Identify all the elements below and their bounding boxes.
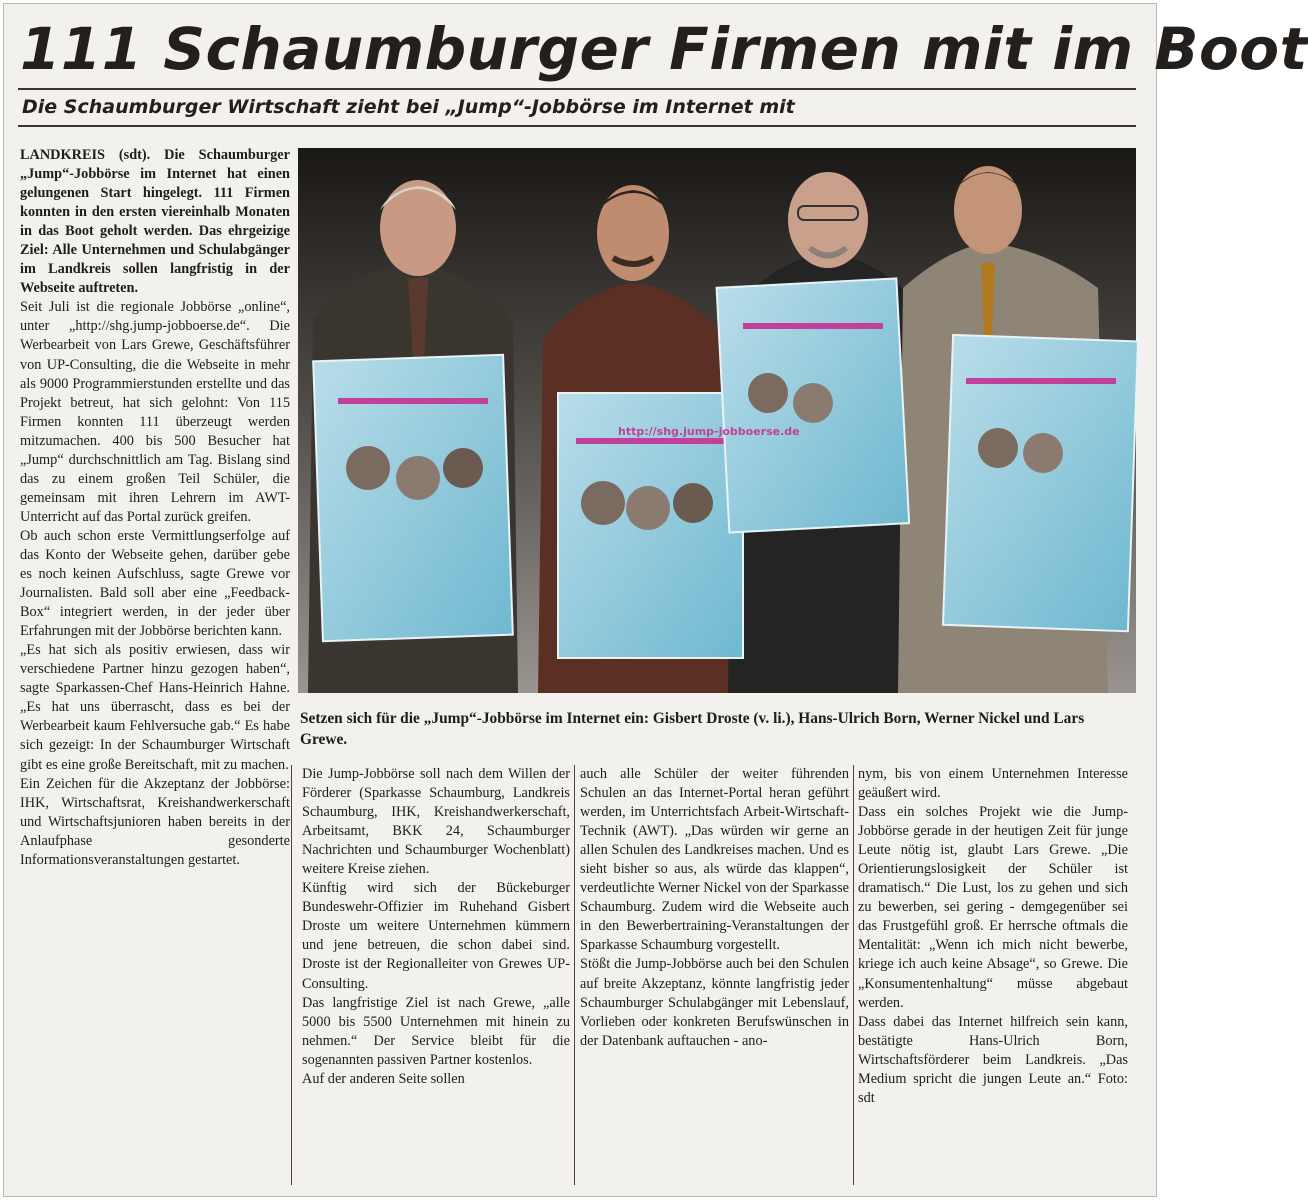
article-column-4 (858, 765, 1128, 1108)
lead-paragraph: LANDKREIS (sdt). Die Schaumburger „Jump“-Jobbörse im Internet hat einen gelungenen Start hingelegt. 111 Firmen konnten in den ersten viereinhalb Monaten in das Boot geholt werden. Das ehrgeizige Ziel: Alle Unternehmen und Schulabgänger im Landkreis sollen langfristig in der Webseite auftreten. (20, 147, 290, 297)
column-divider (574, 765, 575, 1185)
paragraph: Auf der anderen Seite sollen (302, 1070, 465, 1087)
column-divider (853, 765, 854, 1185)
subheadline: Die Schaumburger Wirtschaft zieht bei „Jump“-Jobbörse im Internet mit (22, 96, 795, 118)
paragraph: nym, bis von einem Unternehmen Interesse geäußert wird. (858, 766, 1128, 802)
subheadline-rule (18, 125, 1136, 127)
column-divider (291, 765, 292, 1185)
paragraph: Das langfristige Ziel ist nach Grewe, „alle 5000 bis 5500 Unternehmen mit hinein zu nehmen.“ Der Service bleibt für die sogenannten passiven Partner kostenlos. (302, 994, 570, 1068)
poster-1 (313, 355, 513, 641)
paragraph: Ob auch schon erste Vermittlungserfolge auf das Konto der Webseite gehen, darüber gebe es noch keinen Aufschluss, sagte Grewe vor Journalisten. Bald soll aber eine „Feedback-Box“ integriert werden, in der jeder über Erfahrungen mit der Jobbörse berichten kann. (20, 527, 290, 640)
poster-4 (943, 335, 1138, 631)
article-column-1 (20, 146, 290, 870)
paragraph: Seit Juli ist die regionale Jobbörse „online“, unter „http://shg.jump-jobboerse.de“. Die Werbearbeit von Lars Grewe, Geschäftsführer von UP-Consulting, die die Webseite in mehr als 9000 Programmierstunden erstellte und das Projekt betreut, hat sich gelohnt: Von 115 Firmen konnten 111 überzeugt werden mitzumachen. 400 bis 500 Besucher hat „Jump“ durchschnittlich am Tag. Bislang sind das zu einem großen Teil Schüler, die gemeinsam mit ihren Lehrern im AWT-Unterricht auf das Portal zurück greifen. (20, 299, 290, 525)
photo-illustration (298, 148, 1136, 693)
paragraph: auch alle Schüler der weiter führenden Schulen an das Internet-Portal heran geführt werden, im Unterrichtsfach Arbeit-Wirtschaft-Technik (AWT). „Das würden wir gerne an allen Schulen des Landkreises machen. Und es sieht bisher so aus, als würde das klappen“, verdeutlichte Werner Nickel von der Sparkasse Schaumburg. Zudem wird die Webseite auch in den Bewerbertraining-Veranstaltungen der Sparkasse Schaumburg vorgestellt. (580, 766, 849, 954)
poster-url-text: http://shg.jump-jobboerse.de (618, 425, 800, 438)
poster-3 (717, 278, 910, 532)
headline: 111 Schaumburger Firmen mit im Boot (20, 15, 1308, 83)
headline-rule (18, 88, 1136, 90)
paragraph: Die Jump-Jobbörse soll nach dem Willen der Förderer (Sparkasse Schaumburg, Landkreis Schaumburg, IHK, Kreishandwerkerschaft, Arbeitsamt, BKK 24, Schaumburger Nachrichten und Schaumburger Wochenblatt) weitere Kreise ziehen. (302, 766, 570, 878)
paragraph: Stößt die Jump-Jobbörse auch bei den Schulen auf breite Akzeptanz, könnte langfristig jeder Schaumburger Schulabgänger mit Lebenslauf, Vorlieben oder konkreten Berufswünschen in der Datenbank auftauchen - ano- (580, 956, 849, 1049)
photo-caption: Setzen sich für die „Jump“-Jobbörse im Internet ein: Gisbert Droste (v. li.), Hans-Ulrich Born, Werner Nickel und Lars Grewe. (300, 710, 1085, 748)
paragraph: „Es hat sich als positiv erwiesen, dass wir verschiedene Partner hinzu gezogen haben“, sagte Sparkassen-Chef Hans-Heinrich Hahne. „Es hat uns überrascht, dass es bei der Werbearbeit kaum Fehlversuche gab.“ Es habe sich gezeigt: In der Schaumburger Wirtschaft gibt es eine große Bereitschaft, mit zu machen. (20, 642, 290, 773)
paragraph: Ein Zeichen für die Akzeptanz der Jobbörse: IHK, Wirtschaftsrat, Kreishandwerkerschaft und Wirtschaftsjunioren haben bereits in der Anlaufphase gesonderte Informationsveranstaltungen gestartet. (20, 775, 290, 868)
group-photo (298, 148, 1136, 693)
article-column-2 (302, 765, 570, 1089)
paragraph: Dass dabei das Internet hilfreich sein kann, bestätigte Hans-Ulrich Born, Wirtschaftsförderer beim Landkreis. „Das Medium spricht die jungen Leute an.“ Foto: sdt (858, 1013, 1128, 1106)
paragraph: Künftig wird sich der Bückeburger Bundeswehr-Offizier im Ruhehand Gisbert Droste um weitere Unternehmen kümmern und jene betreuen, die schon dabei sind. Droste ist der Regionalleiter von Grewes UP-Consulting. (302, 880, 570, 992)
article-column-3 (580, 765, 849, 1051)
paragraph: Dass ein solches Projekt wie die Jump-Jobbörse gerade in der heutigen Zeit für junge Leute nötig ist, glaubt Lars Grewe. „Die Orientierungslosigkeit der Schüler ist dramatisch.“ Die Lust, los zu gehen und sich zu bewerben, sei gering - demgegenüber sei das Frustgefühl groß. Er herrsche oftmals die Mentalität: „Wenn ich mich nicht bewerbe, kriege ich auch keine Absage“, so Grewe. Die „Konsumentenhaltung“ müsse abgebaut werden. (858, 804, 1128, 1011)
